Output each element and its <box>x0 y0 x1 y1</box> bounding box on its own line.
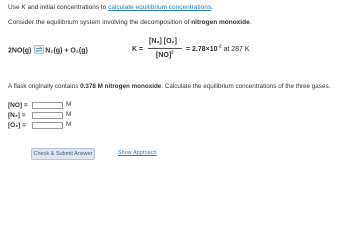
unit-molar: M <box>66 111 72 118</box>
fraction-bar <box>148 48 182 49</box>
question-text: A flask originally contains 0.378 M nitrogen monoxide. Calculate the equilibrium concentrations of the three gases. <box>8 83 331 90</box>
initial-concentration: 0.378 M <box>80 83 103 90</box>
n2-concentration-input[interactable] <box>32 112 63 119</box>
reactant: 2NO(g) <box>8 47 32 55</box>
unit-molar: M <box>66 101 72 108</box>
k-label: K = <box>132 46 144 53</box>
answer-label-no: [NO] = <box>8 102 28 109</box>
k-denominator: [NO]$^2$ <box>156 49 174 59</box>
o2-concentration-input[interactable] <box>32 122 63 129</box>
k-symbol: K <box>21 4 26 11</box>
equilibrium-arrow-icon <box>34 45 44 54</box>
k-numerator: [N₂] [O₂] <box>149 38 177 45</box>
k-value: = $2.78\times 10^{-2}$ at 287 K <box>186 43 250 53</box>
answer-label-o2: [O₂] = <box>8 122 26 129</box>
instructions-line-1: Use K and initial concentrations to calculate equilibrium concentrations. <box>8 4 213 11</box>
answer-label-n2: [N₂] = <box>8 112 26 119</box>
reaction-equation <box>8 46 88 55</box>
instructions-line-2: Consider the equilibrium system involving the decomposition of nitrogen monoxide. <box>8 19 252 26</box>
question-substance: nitrogen monoxide <box>102 83 162 90</box>
check-submit-button[interactable]: Check & Submit Answer <box>31 148 95 160</box>
show-approach-link[interactable]: Show Approach <box>118 150 157 156</box>
no-concentration-input[interactable] <box>32 102 63 109</box>
calculate-equilibrium-link[interactable]: calculate equilibrium concentrations <box>108 4 212 11</box>
unit-molar: M <box>66 121 72 128</box>
substance-name: nitrogen monoxide <box>191 19 250 26</box>
products: N₂(g) + O₂(g) <box>45 47 88 55</box>
